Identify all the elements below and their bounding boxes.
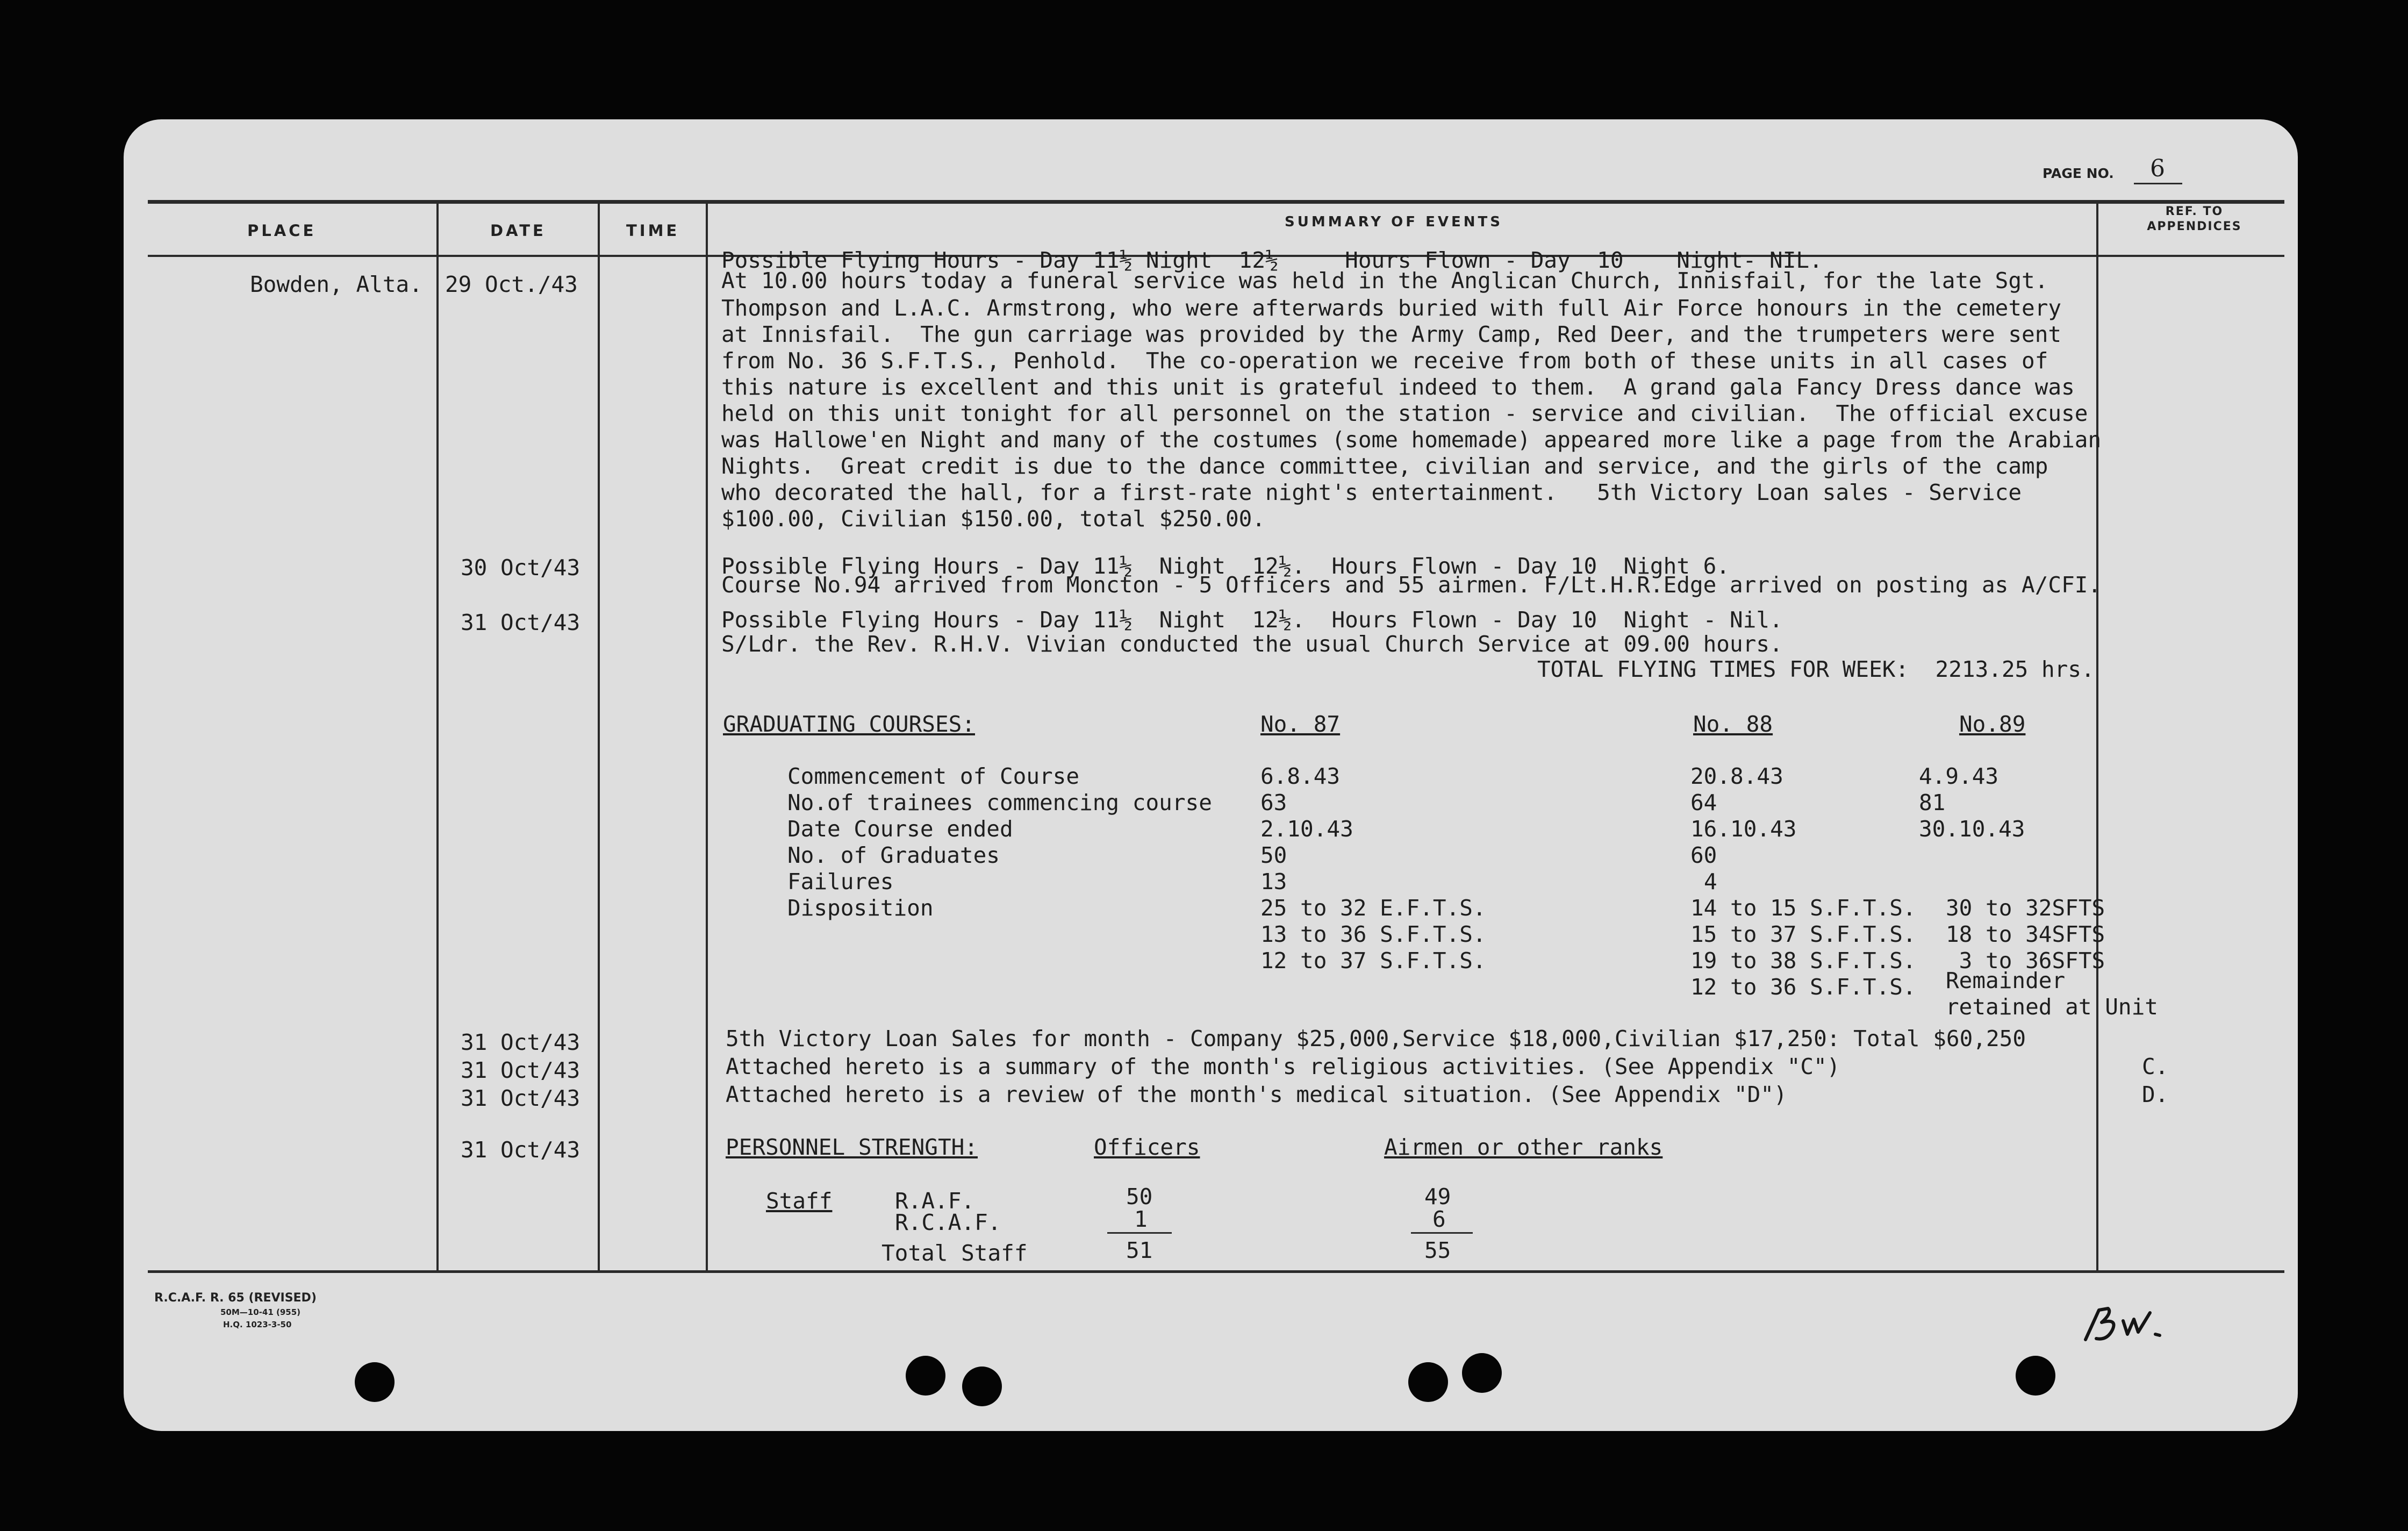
grad-row-label: No. of Graduates <box>787 842 1000 868</box>
punch-hole <box>1408 1362 1448 1402</box>
entry-line: Thompson and L.A.C. Armstrong, who were afterwards buried with full Air Force honours in the cemetery <box>721 295 2062 321</box>
header-time: TIME <box>626 221 680 240</box>
grad-cell: 2.10.43 <box>1260 816 1353 842</box>
entry-line: from No. 36 S.F.T.S., Penhold. The co-operation we receive from both of these units in all cases of <box>721 348 2048 374</box>
grad-cell: 6.8.43 <box>1260 763 1341 789</box>
grad-row-label: No.of trainees commencing course <box>787 790 1212 815</box>
grad-cell: Remainder <box>1946 968 2066 993</box>
entry-line: Nights. Great credit is due to the dance committee, civilian and service, and the girls of the camp <box>721 453 2048 479</box>
grad-row-label: Commencement of Course <box>787 763 1080 789</box>
grad-cell: 12 to 36 S.F.T.S. <box>1690 974 1916 1000</box>
grad-cell: 13 <box>1260 869 1287 895</box>
grad-cell: 13 to 36 S.F.T.S. <box>1260 921 1486 947</box>
grad-cell: 12 to 37 S.F.T.S. <box>1260 948 1486 974</box>
course-header: No. 87 <box>1260 711 1341 737</box>
entry-line: held on this unit tonight for all personnel on the station - service and civilian. The official excuse <box>721 400 2088 426</box>
col-divider-place <box>436 203 439 1270</box>
grad-cell: 63 <box>1260 790 1287 815</box>
form-id: R.C.A.F. R. 65 (REVISED) <box>154 1291 317 1305</box>
grad-row-label: Disposition <box>787 895 934 921</box>
col-officers: Officers <box>1094 1134 1200 1160</box>
airmen-value: 6 <box>1432 1206 1446 1232</box>
grad-cell: 18 to 34SFTS <box>1946 921 2105 947</box>
page-no-label: PAGE NO. <box>2042 166 2114 181</box>
appendix-ref: C. <box>2142 1054 2169 1079</box>
punch-hole <box>2016 1356 2055 1396</box>
record-card <box>124 119 2298 1431</box>
handwritten-initials <box>2075 1297 2182 1356</box>
entry-line: Attached hereto is a summary of the month's religious activities. (See Appendix "C") <box>726 1054 1840 1079</box>
entry-line: this nature is excellent and this unit is grateful indeed to them. A grand gala Fancy Dress dance was <box>721 374 2075 400</box>
entry-date: 31 Oct/43 <box>461 1085 580 1111</box>
entry-date: 31 Oct/43 <box>461 1057 580 1083</box>
form-id: 50M—10-41 (955) <box>220 1307 301 1317</box>
entry-date: 31 Oct/43 <box>461 1029 580 1055</box>
grad-cell: 30 to 32SFTS <box>1946 895 2105 921</box>
airmen-sum-line <box>1411 1232 1473 1234</box>
officers-value: 51 <box>1126 1237 1153 1263</box>
header-date: DATE <box>490 221 546 240</box>
page-no-underline <box>2134 183 2182 184</box>
course-header: No.89 <box>1959 711 2026 737</box>
grad-cell: 30.10.43 <box>1919 816 2025 842</box>
entry-line: Possible Flying Hours - Day 11½ Night 12½ Hours Flown - Day 10 Night- NIL. <box>721 247 1823 273</box>
punch-hole <box>962 1367 1002 1406</box>
punch-hole <box>1462 1353 1502 1393</box>
entry-date: 31 Oct/43 <box>461 1137 580 1163</box>
punch-hole <box>355 1362 395 1402</box>
personnel-row-label: R.C.A.F. <box>895 1210 1001 1235</box>
entry-date: 30 Oct/43 <box>461 555 580 581</box>
grad-cell: 64 <box>1690 790 1717 815</box>
page-no: 6 <box>2150 155 2165 182</box>
col-divider-date <box>598 203 600 1270</box>
entry-date: 31 Oct/43 <box>461 610 580 635</box>
personnel-title: PERSONNEL STRENGTH: <box>726 1134 978 1160</box>
grad-cell: 81 <box>1919 790 1946 815</box>
entry-line: Attached hereto is a review of the month's medical situation. (See Appendix "D") <box>726 1082 1787 1107</box>
grad-cell: 50 <box>1260 842 1287 868</box>
col-divider-time <box>706 203 708 1270</box>
course-header: No. 88 <box>1693 711 1773 737</box>
graduating-title: GRADUATING COURSES: <box>723 711 975 737</box>
entry-line: $100.00, Civilian $150.00, total $250.00. <box>721 506 1266 532</box>
grad-cell: 16.10.43 <box>1690 816 1797 842</box>
officers-sum-line <box>1107 1232 1172 1234</box>
entry-line: was Hallowe'en Night and many of the costumes (some homemade) appeared more like a page from the Arabian <box>721 427 2102 453</box>
grad-cell: 4.9.43 <box>1919 763 1999 789</box>
grad-cell: 19 to 38 S.F.T.S. <box>1690 948 1916 974</box>
grad-cell: 15 to 37 S.F.T.S. <box>1690 921 1916 947</box>
grad-cell: 25 to 32 E.F.T.S. <box>1260 895 1486 921</box>
airmen-value: 55 <box>1424 1237 1451 1263</box>
header-ref-appendices: REF. TO APPENDICES <box>2147 205 2242 233</box>
personnel-row-label: Total Staff <box>882 1240 1028 1266</box>
total-flying-times: TOTAL FLYING TIMES FOR WEEK: 2213.25 hrs. <box>1537 656 2095 682</box>
grad-cell: retained at Unit <box>1946 994 2158 1020</box>
entry-line: Possible Flying Hours - Day 11½ Night 12½. Hours Flown - Day 10 Night 6. <box>721 553 1730 579</box>
entry-line: at Innisfail. The gun carriage was provided by the Army Camp, Red Deer, and the trumpeters were sent <box>721 321 2062 347</box>
header-place: PLACE <box>247 221 317 240</box>
entry-line: Possible Flying Hours - Day 11½ Night 12½. Hours Flown - Day 10 Night - Nil. <box>721 607 1783 633</box>
officers-value: 50 <box>1126 1184 1153 1210</box>
entry-date: 29 Oct./43 <box>445 271 578 297</box>
grad-cell: 4 <box>1704 869 1717 895</box>
grad-cell: 3 to 36SFTS <box>1946 948 2105 974</box>
top-rule <box>148 200 2284 204</box>
grad-row-label: Date Course ended <box>787 816 1013 842</box>
form-id: H.Q. 1023-3-50 <box>223 1320 292 1329</box>
entry-line: 5th Victory Loan Sales for month - Company $25,000,Service $18,000,Civilian $17,250: Total $60,250 <box>726 1026 2026 1051</box>
grad-cell: 14 to 15 S.F.T.S. <box>1690 895 1916 921</box>
grad-cell: 60 <box>1690 842 1717 868</box>
punch-hole <box>906 1356 945 1396</box>
personnel-row-label: R.A.F. <box>895 1188 975 1214</box>
col-divider-summary <box>2096 203 2098 1270</box>
staff-label: Staff <box>766 1188 833 1214</box>
appendix-ref: D. <box>2142 1082 2169 1107</box>
entry-line: At 10.00 hours today a funeral service was held in the Anglican Church, Innisfail, for the late Sgt. <box>721 268 2048 294</box>
entry-line: S/Ldr. the Rev. R.H.V. Vivian conducted the usual Church Service at 09.00 hours. <box>721 631 1783 657</box>
grad-row-label: Failures <box>787 869 894 895</box>
place-text: Bowden, Alta. <box>250 271 422 297</box>
officers-value: 1 <box>1134 1206 1148 1232</box>
col-airmen: Airmen or other ranks <box>1384 1134 1663 1160</box>
airmen-value: 49 <box>1424 1184 1451 1210</box>
header-summary: SUMMARY OF EVENTS <box>1285 214 1503 230</box>
grad-cell: 20.8.43 <box>1690 763 1783 789</box>
entry-line: Course No.94 arrived from Moncton - 5 Officers and 55 airmen. F/Lt.H.R.Edge arrived on posting as A/CFI. <box>721 572 2102 598</box>
entry-line: who decorated the hall, for a first-rate night's entertainment. 5th Victory Loan sales - Service <box>721 480 2022 505</box>
bottom-rule <box>148 1270 2284 1273</box>
